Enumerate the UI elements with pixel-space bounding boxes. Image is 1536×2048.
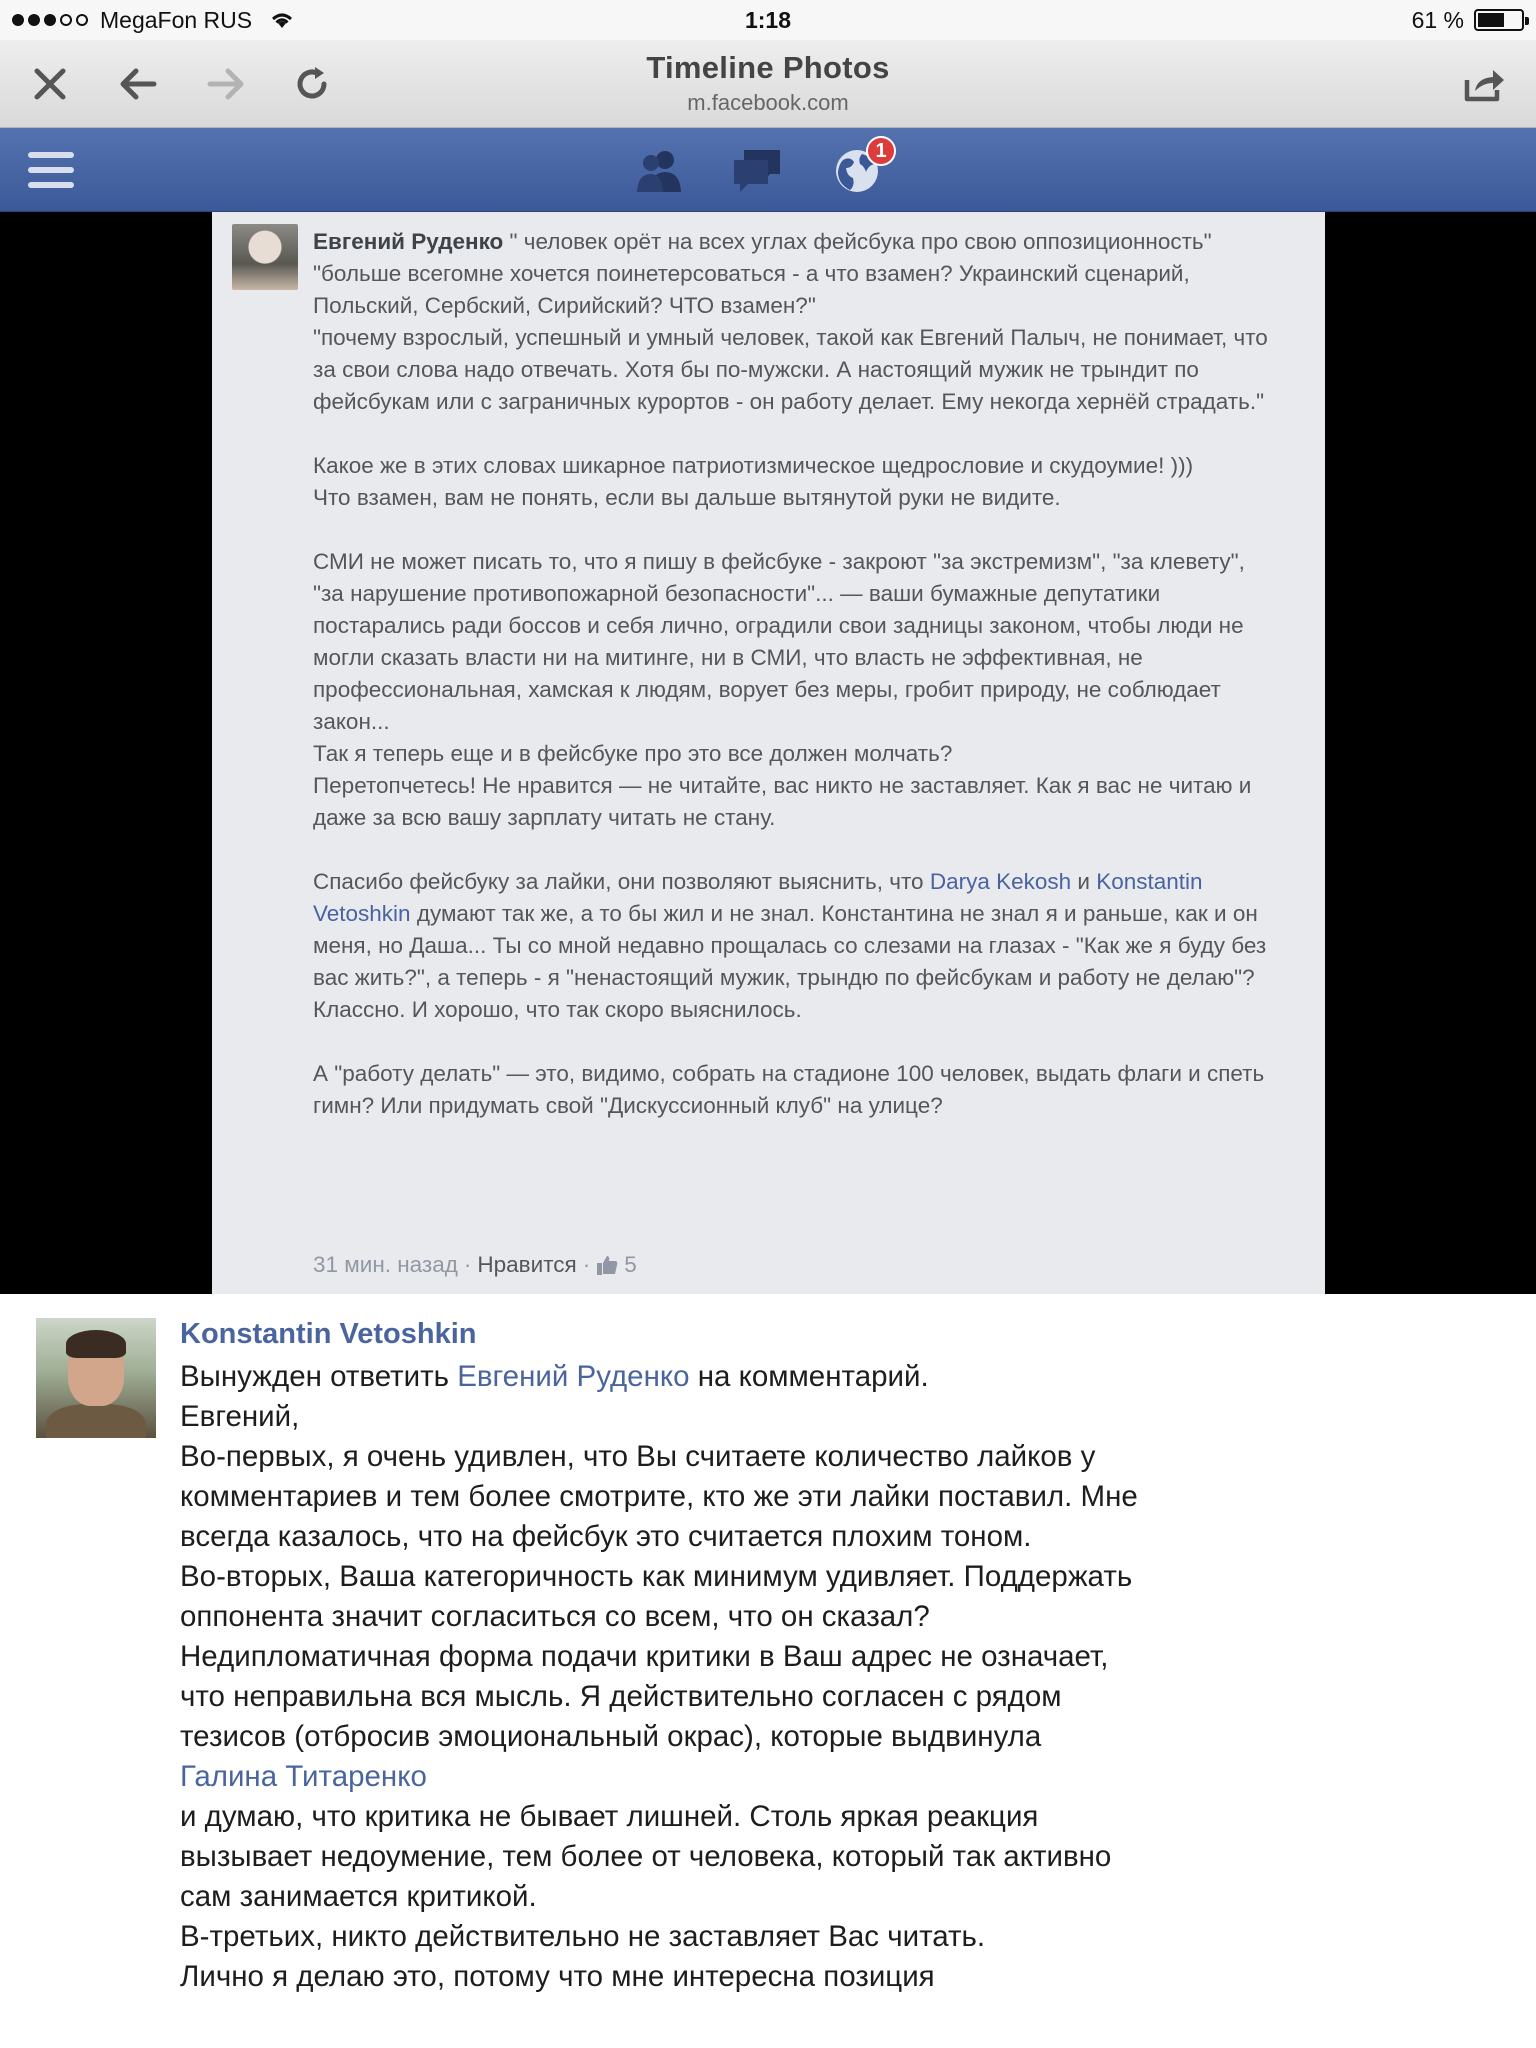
photo-comment-author: Евгений Руденко [313,229,504,254]
comment-paragraph: и думаю, что критика не бывает лишней. Столь яркая реакция вызывает недоумение, тем более от человека, который так активно сам занимается критикой. В-третьих, никто действительно не заставляет Вас читать. Лично я делаю это, потому что мне интересна позиция [180,1800,1112,1993]
page-url: m.facebook.com [687,90,849,115]
meta-separator: · [582,1252,591,1277]
avatar[interactable] [36,1318,156,1438]
status-bar [0,0,1536,40]
thumbs-up-icon [596,1254,618,1276]
comment-timestamp: 31 мин. назад [313,1252,458,1277]
share-icon [1461,64,1507,104]
mention-link: Konstantin Vetoshkin [313,869,1209,926]
carrier-name: MegaFon RUS [100,6,253,33]
page-title: Timeline Photos [646,50,890,85]
photo-viewer[interactable] [0,212,1536,1294]
photo-comment-paragraph: и [1071,869,1097,894]
meta-separator: · [463,1252,472,1277]
notification-badge: 1 [866,136,896,166]
page-title-block [0,50,1536,116]
comment-paragraph: на комментарий. Евгений, Во-первых, я очень удивлен, что Вы считаете количество лайков у комментариев и тем более смотрите, кто же эти лайки поставил. Мне всегда казалось, что на фейсбук это считается плохим тоном. Во-вторых, Ваша категоричность как минимум удивляет. Поддержать оппонента значит согласиться со всем, что он сказал? Недипломатичная форма подачи критики в Ваш адрес не означает, что неправильна вся мысль. Я действительно согласен с рядом тезисов (отбросив эмоциональный окрас), которые выдвинула [180,1360,1138,1753]
photo-image [212,212,1325,1294]
avatar [232,224,298,290]
mention-link[interactable]: Галина Титаренко [180,1760,427,1793]
share-button[interactable] [1454,54,1514,114]
battery-icon [1474,9,1524,31]
mention-link[interactable]: Евгений Руденко [457,1360,690,1393]
like-count: 5 [624,1252,637,1277]
photo-comment-text [313,226,1273,1122]
facebook-nav-bar [0,128,1536,212]
comment-text [180,1357,1140,1997]
clock: 1:18 [744,6,792,33]
photo-comment-paragraph: " человек орёт на всех углах фейсбука про свою оппозиционность" "больше всегомне хочется поинетерсоваться - а что взамен? Украинский сценарий, Польский, Сербский, Сирийский? ЧТО взамен?" "почему взрослый, успешный и умный человек, такой как Евгений Палыч, не понимает, что за свои слова надо отвечать. Хотя бы по-мужски. А настоящий мужик не трындит по фейсбукам или с заграничных курортов - он работу делает. Ему некогда хернёй страдать." Какое же в этих словах шикарное патриотизмическое щедрословие и скудоумие! ))) Что взамен, вам не понять, если вы дальше вытянутой руки не видите. СМИ не может писать то, что я пишу в фейсбуке - закроют "за экстремизм", "за клевету", "за нарушение противопожарной безопасности"... — ваши бумажные депутатики постарались ради боссов и себя лично, оградили свои задницы законом, чтобы люди не могли сказать власти ни на митинге, ни в СМИ, что власть не эффективная, не профессиональная, хамская к людям, ворует без меры, гробит природу, не соблюдает закон... Так я теперь еще и в фейсбуке про это все должен молчать? Перетопчетесь! Не нравится — не читайте, вас никто не заставляет. Как я вас не читаю и даже за всю вашу зарплату читать не стану. Спасибо фейсбуку за лайки, они позволяют выяснить, что [313,229,1268,894]
photo-comment-meta [313,1252,637,1278]
comment-author[interactable]: Konstantin Vetoshkin [180,1318,477,1350]
photo-comment-paragraph: думают так же, а то бы жил и не знал. Константина не знал я и раньше, как и он меня, но Даша... Ты со мной недавно прощалась со слезами на глазах - "Как же я буду без вас жить?", а теперь - я "ненастоящий мужик, трындю по фейсбукам и работу не делаю"? Классно. И хорошо, что так скоро выяснилось. А "работу делать" — это, видимо, собрать на стадионе 100 человек, выдать флаги и спеть гимн? Или придумать свой "Дискуссионный клуб" на улице? [313,901,1267,1118]
comment [0,1294,1536,2048]
friend-requests-icon[interactable] [632,146,686,196]
like-label: Нравится [477,1252,577,1277]
menu-icon[interactable] [28,152,74,188]
browser-toolbar [0,40,1536,128]
status-right [1412,7,1524,34]
battery-percent: 61 % [1411,6,1464,33]
messages-icon[interactable] [730,146,784,196]
mention-link: Darya Kekosh [929,869,1072,894]
comment-paragraph: Вынужден ответить [180,1360,458,1393]
